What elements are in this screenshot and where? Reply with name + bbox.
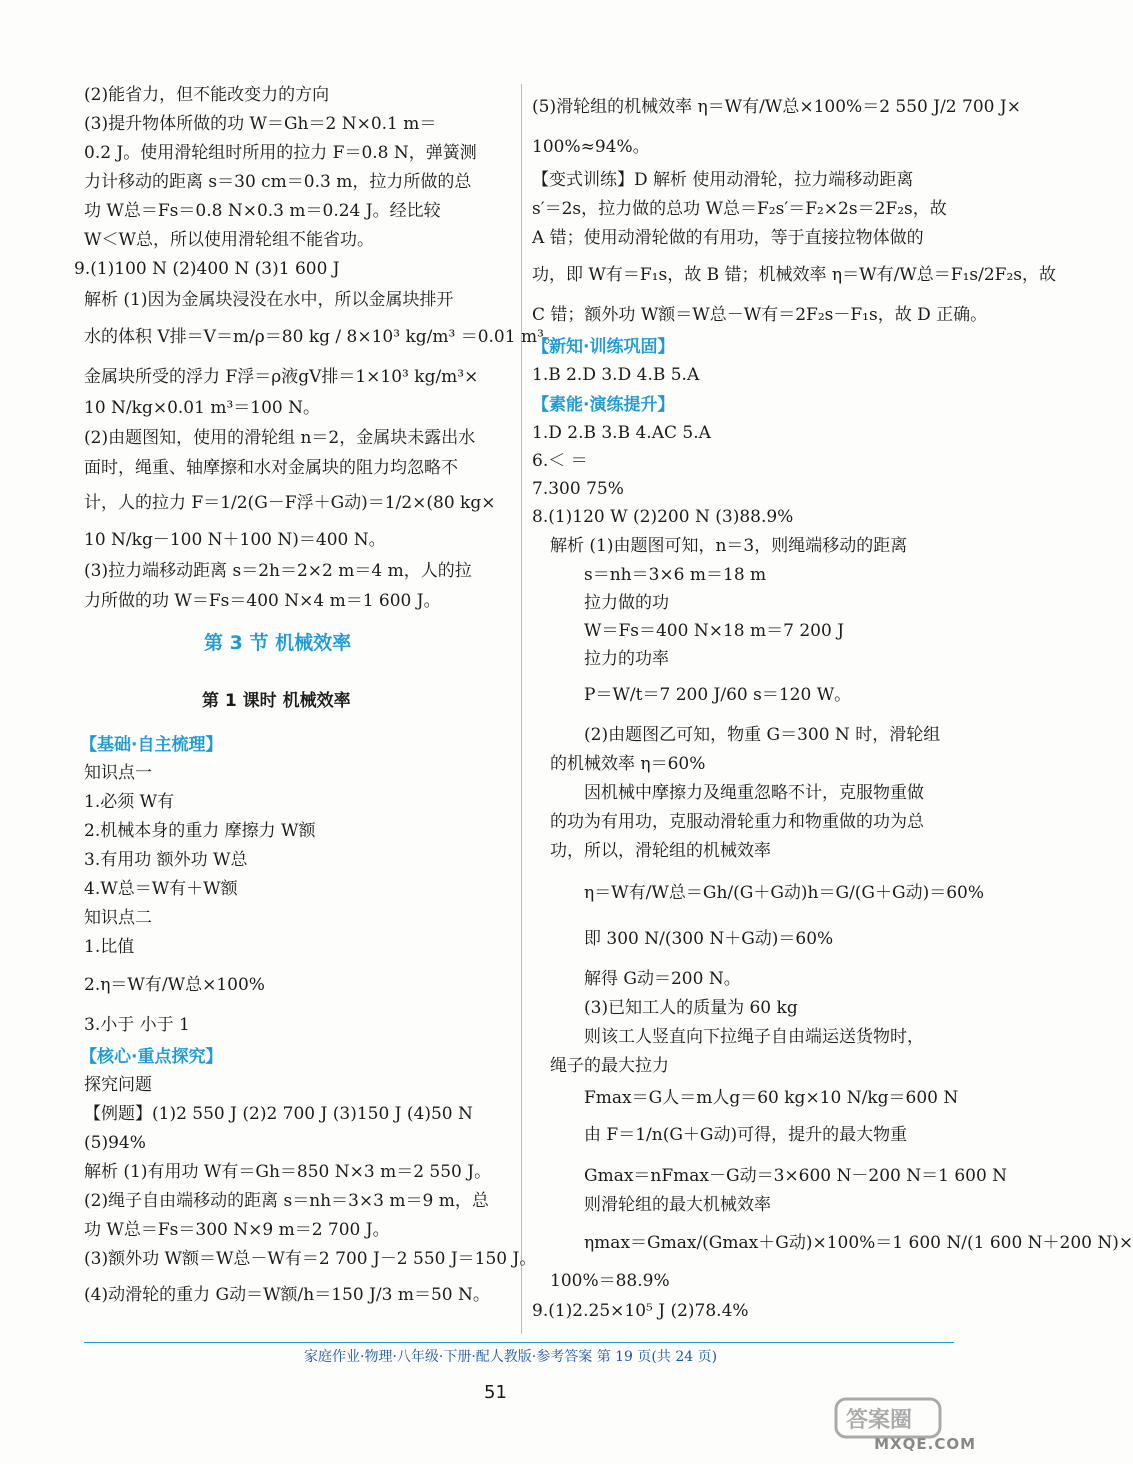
text-line: (2)由题图乙可知，物重 G＝300 N 时，滑轮组 [584, 725, 941, 745]
answer-line: 6.＜ ＝ [532, 451, 588, 471]
text-line: 100%≈94%。 [532, 137, 650, 157]
answer-line: 【例题】(1)2 550 J (2)2 700 J (3)150 J (4)50 N [84, 1104, 473, 1124]
text-line: 解得 G动＝200 N。 [584, 969, 741, 989]
watermark-logo [832, 1395, 982, 1457]
formula-line: (5)滑轮组的机械效率 η＝W有/W总×100%＝2 550 J/2 700 J× [532, 97, 1021, 117]
tag-jichu: 【基础·自主梳理】 [80, 735, 223, 755]
lesson-title: 第 1 课时 机械效率 [202, 691, 351, 711]
text-line: (3)提升物体所做的功 W＝Gh＝2 N×0.1 m＝ [84, 114, 437, 134]
text-line: 的机械效率 η＝60% [550, 754, 706, 774]
answer-line: 7.300 75% [532, 479, 624, 499]
text-line: 知识点二 [84, 908, 152, 928]
text-line: 力所做的功 W＝Fs＝400 N×4 m＝1 600 J。 [84, 591, 441, 611]
text-line: s′＝2s，拉力做的总功 W总＝F₂s′＝F₂×2s＝2F₂s，故 [532, 199, 947, 219]
text-line: 功，所以，滑轮组的机械效率 [550, 841, 771, 861]
answer-line: 8.(1)120 W (2)200 N (3)88.9% [532, 507, 794, 527]
text-line: 的功为有用功，克服动滑轮重力和物重做的功为总 [550, 812, 924, 832]
text-line: 绳子的最大拉力 [550, 1056, 669, 1076]
formula-line: Fmax＝G人＝m人g＝60 kg×10 N/kg＝600 N [584, 1088, 959, 1108]
text-line: (3)额外功 W额＝W总－W有＝2 700 J－2 550 J＝150 J。 [84, 1249, 537, 1269]
formula-line: 即 300 N/(300 N＋G动)＝60% [584, 929, 834, 949]
column-divider [521, 84, 522, 1334]
text-line: 则该工人竖直向下拉绳子自由端运送货物时， [584, 1027, 924, 1047]
analysis-line: 解析 (1)因为金属块浸没在水中，所以金属块排开 [84, 290, 454, 310]
analysis-line: 解析 (1)由题图可知，n＝3，则绳端移动的距离 [550, 536, 908, 556]
text-line: 金属块所受的浮力 F浮＝ρ液gV排＝1×10³ kg/m³× [84, 367, 479, 387]
text-line: 功 W总＝Fs＝300 N×9 m＝2 700 J。 [84, 1220, 390, 1240]
text-line: 力计移动的距离 s＝30 cm＝0.3 m，拉力所做的总 [84, 172, 472, 192]
answer-line: 9.(1)100 N (2)400 N (3)1 600 J [74, 259, 340, 279]
text-line: W＜W总，所以使用滑轮组不能省功。 [84, 230, 374, 250]
text-line: (2)绳子自由端移动的距离 s＝nh＝3×3 m＝9 m，总 [84, 1191, 489, 1211]
text-line: C 错；额外功 W额＝W总－W有＝2F₂s－F₁s，故 D 正确。 [532, 305, 988, 325]
text-line: 知识点一 [84, 763, 152, 783]
formula-line: 水的体积 V排＝V＝m/ρ＝80 kg / 8×10³ kg/m³ ＝0.01 m³。 [84, 327, 561, 347]
page-number: 51 [484, 1382, 507, 1403]
formula-line: 由 F＝1/n(G＋G动)可得，提升的最大物重 [584, 1125, 908, 1145]
formula-line: 功，即 W有＝F₁s，故 B 错；机械效率 η＝W有/W总＝F₁s/2F₂s，故 [532, 265, 1056, 285]
text-line: (5)94% [84, 1133, 146, 1153]
watermark-text: MXQE.COM [874, 1435, 976, 1453]
text-line: 10 N/kg－100 N＋100 N)＝400 N。 [84, 530, 386, 550]
formula-line: (4)动滑轮的重力 G动＝W额/h＝150 J/3 m＝50 N。 [84, 1285, 490, 1305]
text-line: 拉力做的功 [584, 593, 669, 613]
text-line: 因机械中摩擦力及绳重忽略不计，克服物重做 [584, 783, 924, 803]
section-title: 第 3 节 机械效率 [204, 632, 352, 654]
text-line: A 错；使用动滑轮做的有用功，等于直接拉物体做的 [532, 228, 924, 248]
answer-line: 9.(1)2.25×10⁵ J (2)78.4% [532, 1301, 749, 1321]
footer-rule [84, 1342, 954, 1343]
text-line: (3)拉力端移动距离 s＝2h＝2×2 m＝4 m，人的拉 [84, 561, 472, 581]
text-line: 功 W总＝Fs＝0.8 N×0.3 m＝0.24 J。经比较 [84, 201, 441, 221]
formula-line: P＝W/t＝7 200 J/60 s＝120 W。 [584, 685, 852, 705]
text-line: (2)能省力，但不能改变力的方向 [84, 85, 330, 105]
text-line: 2.机械本身的重力 摩擦力 W额 [84, 821, 316, 841]
text-line: 3.有用功 额外功 W总 [84, 850, 248, 870]
formula-line: 计，人的拉力 F＝1/2(G－F浮＋G动)＝1/2×(80 kg× [84, 493, 496, 513]
text-line: 0.2 J。使用滑轮组时所用的拉力 F＝0.8 N，弹簧测 [84, 143, 477, 163]
text-line: 10 N/kg×0.01 m³＝100 N。 [84, 398, 320, 418]
formula-line: Gmax＝nFmax－G动＝3×600 N－200 N＝1 600 N [584, 1166, 1008, 1186]
text-line: 4.W总＝W有＋W额 [84, 879, 238, 899]
text-line: (3)已知工人的质量为 60 kg [584, 998, 798, 1018]
text-line: 面时，绳重、轴摩擦和水对金属块的阻力均忽略不 [84, 458, 458, 478]
formula-line: W＝Fs＝400 N×18 m＝7 200 J [584, 621, 845, 641]
text-line: 探究问题 [84, 1075, 152, 1095]
text-line: 1.必须 W有 [84, 792, 175, 812]
text-line: 100%＝88.9% [550, 1271, 670, 1291]
text-line: 3.小于 小于 1 [84, 1015, 190, 1035]
text-line: 拉力的功率 [584, 649, 669, 669]
answer-line: 1.B 2.D 3.D 4.B 5.A [532, 365, 700, 385]
tag-xinzhi: 【新知·训练巩固】 [532, 337, 675, 357]
text-line: (2)由题图知，使用的滑轮组 n＝2，金属块未露出水 [84, 428, 476, 448]
formula-line: η＝W有/W总＝Gh/(G＋G动)h＝G/(G＋G动)＝60% [584, 883, 985, 903]
text-line: 【变式训练】D 解析 使用动滑轮，拉力端移动距离 [532, 170, 914, 190]
svg-text:答案圈: 答案圈 [846, 1408, 913, 1433]
formula-line: s＝nh＝3×6 m＝18 m [584, 565, 767, 585]
tag-hexin: 【核心·重点探究】 [80, 1047, 223, 1067]
formula-line: ηmax＝Gmax/(Gmax＋G动)×100%＝1 600 N/(1 600 N＋200 N)× [584, 1233, 1133, 1253]
text-line: 则滑轮组的最大机械效率 [584, 1195, 771, 1215]
page-footer: 家庭作业·物理·八年级·下册·配人教版·参考答案 第 19 页(共 24 页) [304, 1349, 718, 1365]
text-line: 1.比值 [84, 937, 135, 957]
tag-suneng: 【素能·演练提升】 [532, 395, 675, 415]
answer-line: 1.D 2.B 3.B 4.AC 5.A [532, 423, 711, 443]
formula-line: 2.η＝W有/W总×100% [84, 975, 265, 995]
analysis-line: 解析 (1)有用功 W有＝Gh＝850 N×3 m＝2 550 J。 [84, 1162, 492, 1182]
